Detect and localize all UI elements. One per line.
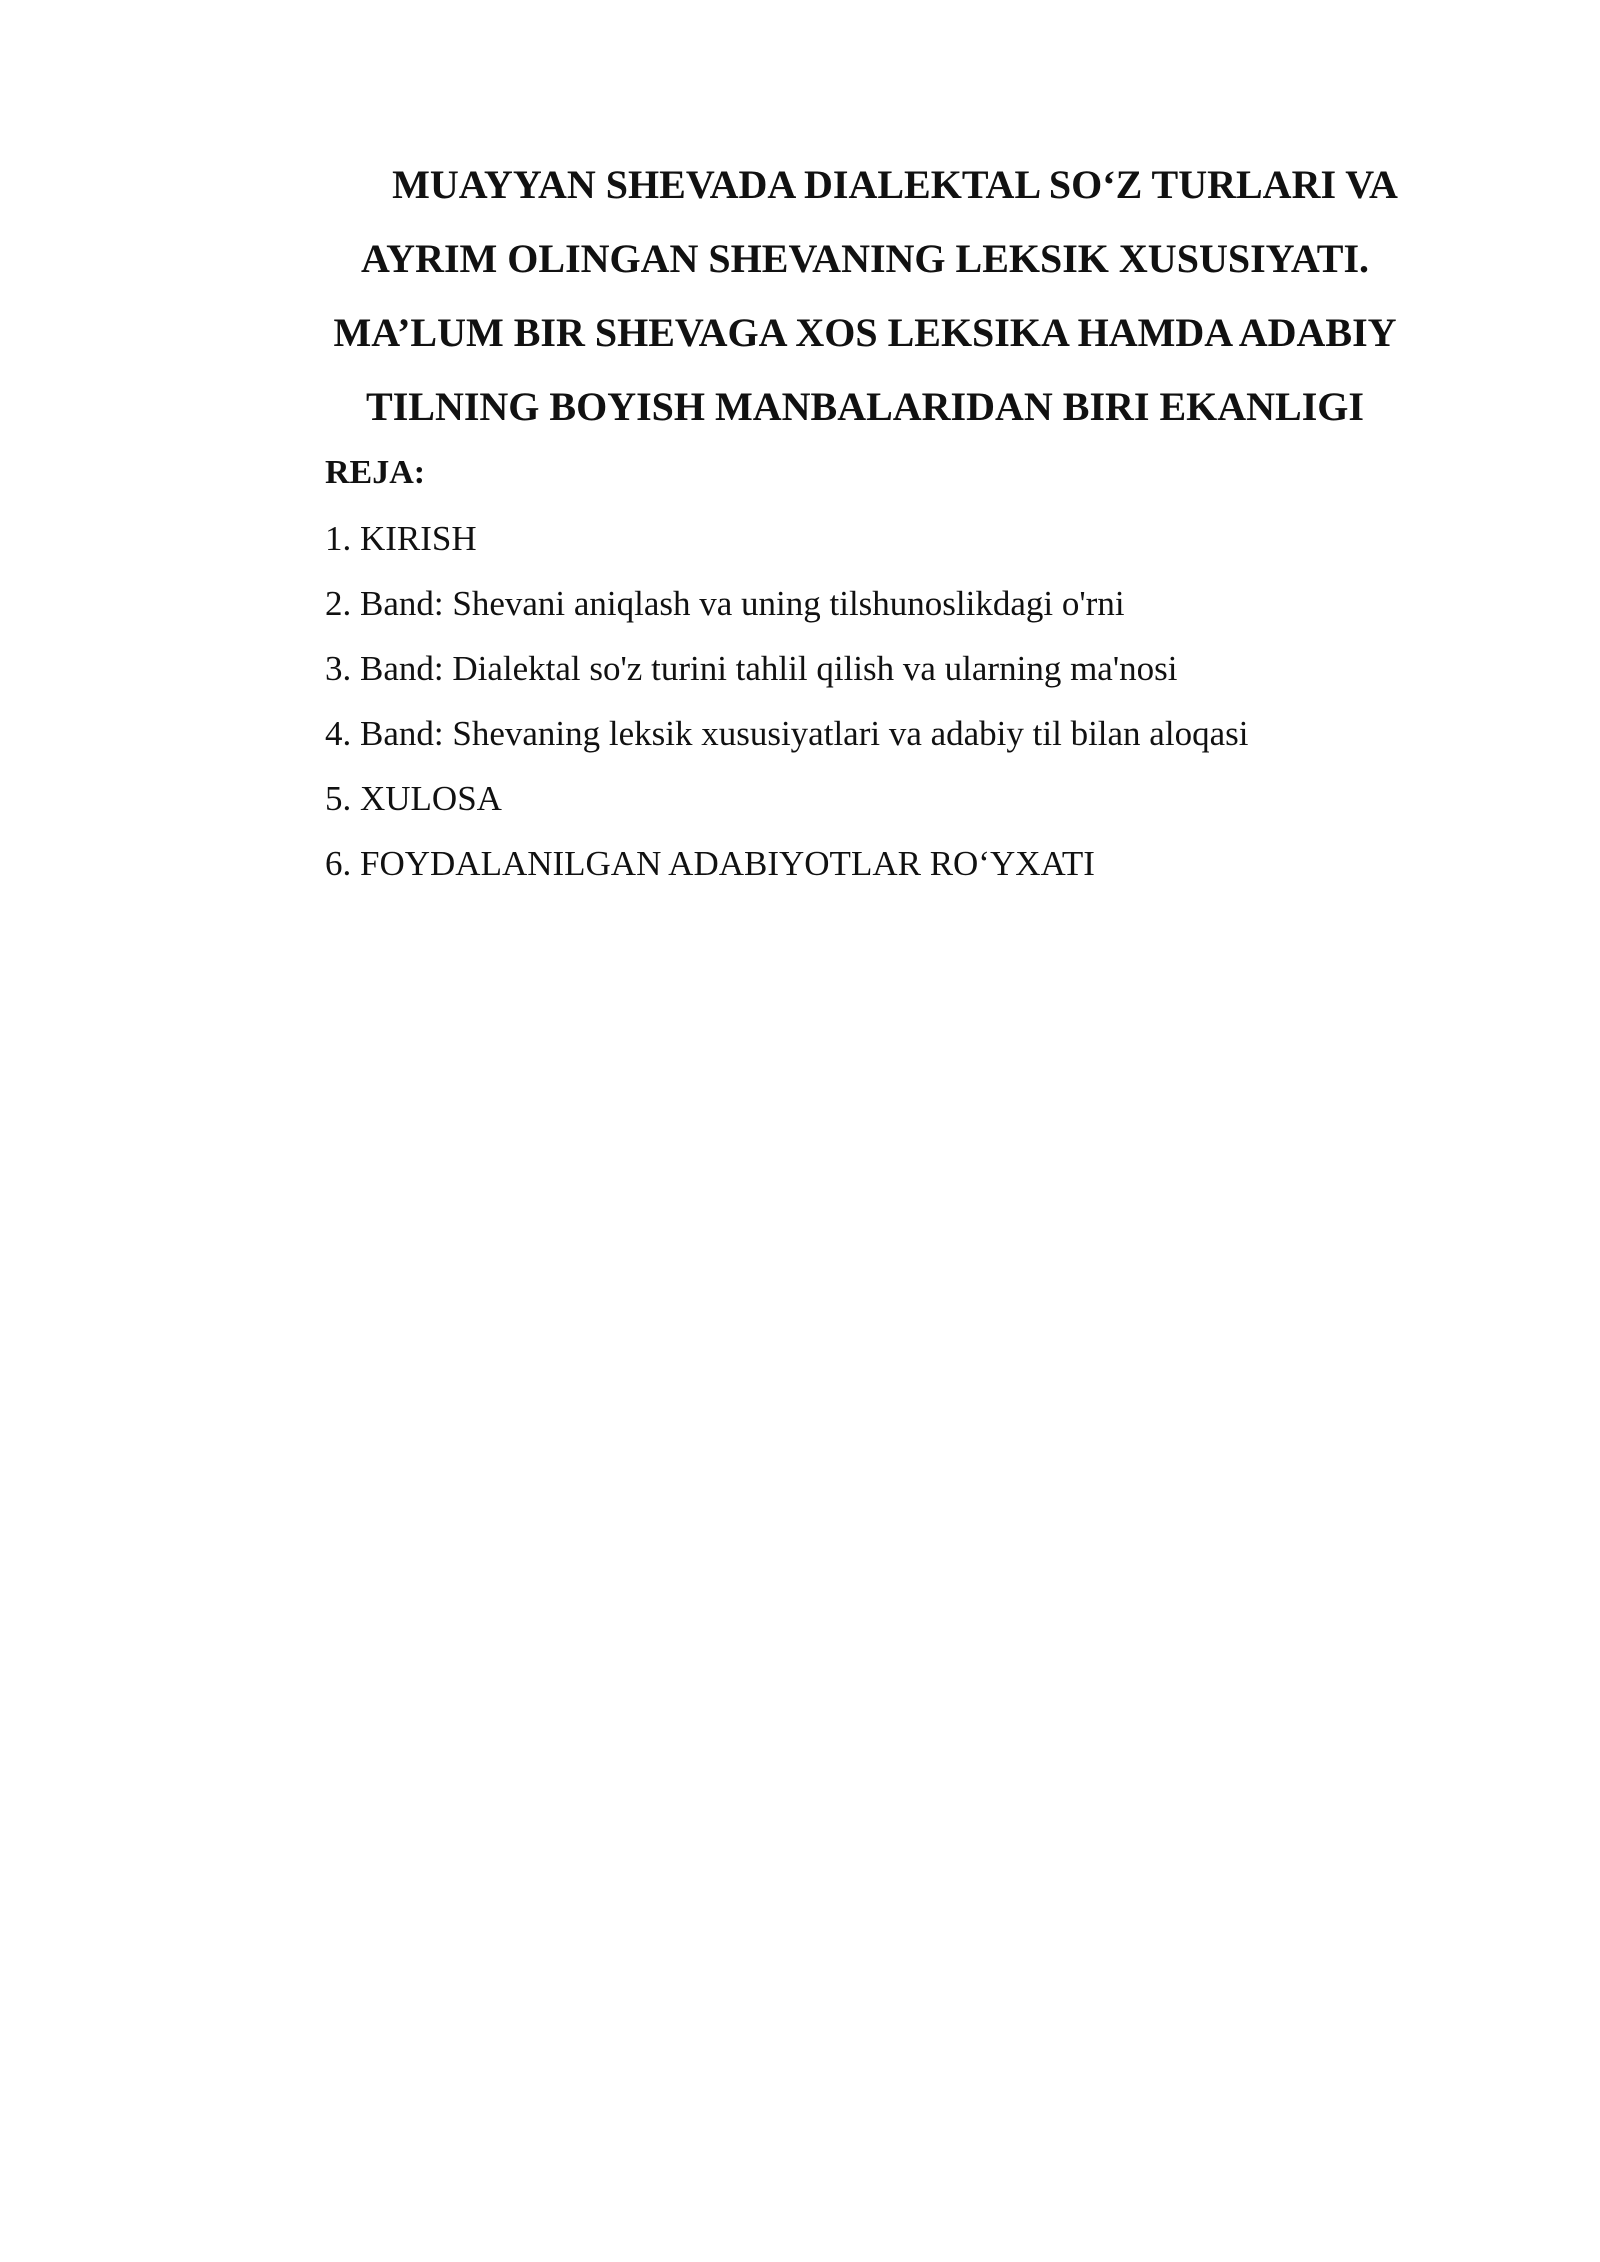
title-line: AYRIM OLINGAN SHEVANING LEKSIK XUSUSIYATI.	[360, 236, 1370, 281]
plan-item: 5. XULOSA	[325, 779, 502, 818]
title-line: MA’LUM BIR SHEVAGA XOS LEKSIKA HAMDA ADABIY	[333, 310, 1397, 355]
plan-list	[325, 506, 1525, 896]
plan-item: 2. Band: Shevani aniqlash va uning tilshunoslikdagi o'rni	[325, 584, 1125, 623]
plan-heading: REJA:	[325, 454, 426, 491]
plan-item: 1. KIRISH	[325, 519, 477, 558]
title-line: MUAYYAN SHEVADA DIALEKTAL SO‘Z TURLARI VA	[392, 162, 1398, 207]
document-title	[250, 148, 1480, 444]
title-line: TILNING BOYISH MANBALARIDAN BIRI EKANLIGI	[366, 384, 1364, 429]
plan-item: 3. Band: Dialektal so'z turini tahlil qilish va ularning ma'nosi	[325, 649, 1178, 688]
plan-item: 6. FOYDALANILGAN ADABIYOTLAR RO‘YXATI	[325, 844, 1095, 883]
plan-section	[325, 448, 1525, 896]
plan-item: 4. Band: Shevaning leksik xususiyatlari va adabiy til bilan aloqasi	[325, 714, 1249, 753]
